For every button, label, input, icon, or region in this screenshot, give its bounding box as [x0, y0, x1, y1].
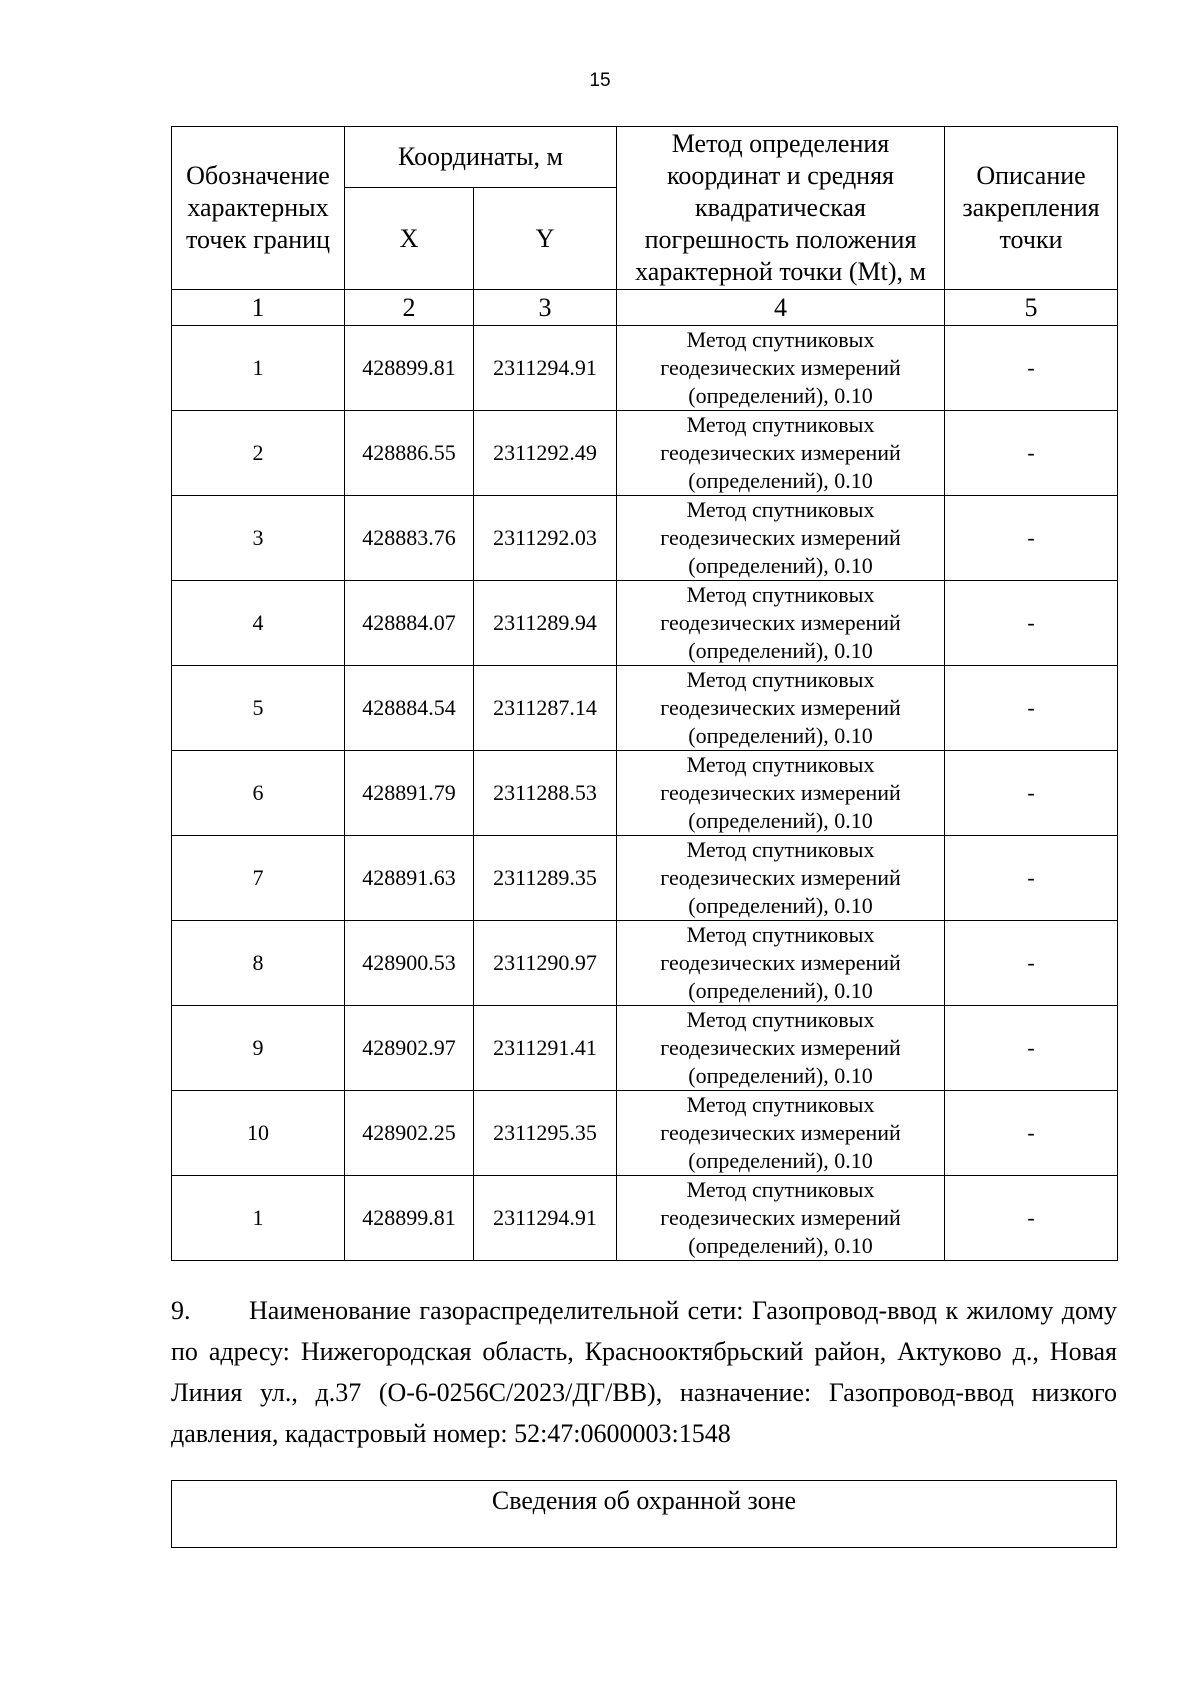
header-description: Описание закрепления точки [945, 127, 1118, 290]
x-cell: 428902.97 [345, 1006, 474, 1091]
table-row [172, 751, 1118, 836]
header-coordinates: Координаты, м [345, 127, 617, 188]
header-method: Метод определения координат и средняя квадратическая погрешность положения характерной точки (Mt), м [617, 127, 945, 290]
y-cell: 2311290.97 [474, 921, 617, 1006]
y-cell: 2311289.35 [474, 836, 617, 921]
x-cell: 428884.54 [345, 666, 474, 751]
point-cell: 1 [172, 1176, 345, 1261]
point-cell: 4 [172, 581, 345, 666]
y-cell: 2311289.94 [474, 581, 617, 666]
zone-heading: Сведения об охранной зоне [491, 1486, 797, 1515]
column-number: 1 [172, 290, 345, 326]
table-row [172, 666, 1118, 751]
table-row [172, 581, 1118, 666]
method-cell: Метод спутниковых геодезических измерений (определений), 0.10 [617, 836, 945, 921]
y-cell: 2311294.91 [474, 326, 617, 411]
point-cell: 1 [172, 326, 345, 411]
point-cell: 3 [172, 496, 345, 581]
column-number: 2 [345, 290, 474, 326]
method-cell: Метод спутниковых геодезических измерений (определений), 0.10 [617, 666, 945, 751]
description-cell: - [945, 496, 1118, 581]
table-row [172, 921, 1118, 1006]
y-cell: 2311294.91 [474, 1176, 617, 1261]
column-number: 5 [945, 290, 1118, 326]
table-row [172, 1176, 1118, 1261]
description-cell: - [945, 411, 1118, 496]
method-cell: Метод спутниковых геодезических измерений (определений), 0.10 [617, 411, 945, 496]
x-cell: 428902.25 [345, 1091, 474, 1176]
description-cell: - [945, 666, 1118, 751]
point-cell: 10 [172, 1091, 345, 1176]
point-cell: 6 [172, 751, 345, 836]
header-y: Y [474, 188, 617, 290]
table-row [172, 411, 1118, 496]
header-designation: Обозначение характерных точек границ [172, 127, 345, 290]
point-cell: 5 [172, 666, 345, 751]
protection-zone-table [171, 1480, 1117, 1548]
description-cell: - [945, 836, 1118, 921]
x-cell: 428883.76 [345, 496, 474, 581]
table-row [172, 496, 1118, 581]
method-cell: Метод спутниковых геодезических измерений (определений), 0.10 [617, 1091, 945, 1176]
column-number: 3 [474, 290, 617, 326]
table-row [172, 326, 1118, 411]
x-cell: 428899.81 [345, 1176, 474, 1261]
page-number: 15 [589, 70, 611, 91]
method-cell: Метод спутниковых геодезических измерений (определений), 0.10 [617, 921, 945, 1006]
description-cell: - [945, 1176, 1118, 1261]
table-row [172, 1091, 1118, 1176]
x-cell: 428884.07 [345, 581, 474, 666]
section-text: Наименование газораспределительной сети: Газопровод-ввод к жилому дому по адресу: Нижегородская область, Краснооктябрьский район, Актуково д., Новая Линия ул., д.37 (О-6-0256С/2023/ДГ/ВВ), назначение: Газопровод-ввод низкого давления, кадастровый номер: 52:47:0600003:1548 [171, 1296, 1117, 1448]
point-cell: 9 [172, 1006, 345, 1091]
point-cell: 2 [172, 411, 345, 496]
y-cell: 2311287.14 [474, 666, 617, 751]
x-cell: 428891.79 [345, 751, 474, 836]
method-cell: Метод спутниковых геодезических измерений (определений), 0.10 [617, 1176, 945, 1261]
point-cell: 7 [172, 836, 345, 921]
section-number: 9. [171, 1296, 191, 1325]
description-cell: - [945, 921, 1118, 1006]
description-cell: - [945, 326, 1118, 411]
method-cell: Метод спутниковых геодезических измерений (определений), 0.10 [617, 326, 945, 411]
y-cell: 2311292.49 [474, 411, 617, 496]
coordinates-table [171, 126, 1118, 1261]
point-cell: 8 [172, 921, 345, 1006]
header-x: X [345, 188, 474, 290]
table-row [172, 836, 1118, 921]
method-cell: Метод спутниковых геодезических измерений (определений), 0.10 [617, 581, 945, 666]
y-cell: 2311292.03 [474, 496, 617, 581]
description-cell: - [945, 751, 1118, 836]
column-number: 4 [617, 290, 945, 326]
x-cell: 428899.81 [345, 326, 474, 411]
x-cell: 428891.63 [345, 836, 474, 921]
method-cell: Метод спутниковых геодезических измерений (определений), 0.10 [617, 496, 945, 581]
y-cell: 2311288.53 [474, 751, 617, 836]
description-cell: - [945, 1006, 1118, 1091]
description-cell: - [945, 1091, 1118, 1176]
method-cell: Метод спутниковых геодезических измерений (определений), 0.10 [617, 1006, 945, 1091]
description-cell: - [945, 581, 1118, 666]
section-paragraph [171, 1290, 1117, 1454]
x-cell: 428886.55 [345, 411, 474, 496]
y-cell: 2311291.41 [474, 1006, 617, 1091]
table-row [172, 1006, 1118, 1091]
method-cell: Метод спутниковых геодезических измерений (определений), 0.10 [617, 751, 945, 836]
y-cell: 2311295.35 [474, 1091, 617, 1176]
x-cell: 428900.53 [345, 921, 474, 1006]
